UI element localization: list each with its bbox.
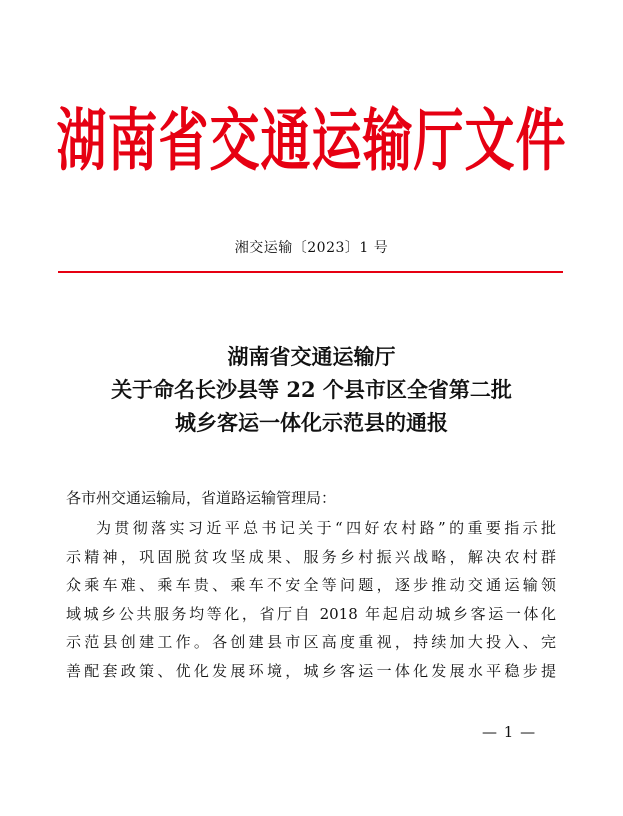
document-title [0, 340, 623, 439]
red-separator-line [58, 271, 563, 273]
body-line: 示范县创建工作。各创建县市区高度重视，持续加大投入、完 [66, 633, 556, 651]
body-line: 示精神，巩固脱贫攻坚成果、服务乡村振兴战略，解决农村群 [66, 547, 556, 566]
title-line: 城乡客运一体化示范县的通报 [175, 410, 448, 435]
document-masthead: 湖南省交通运输厅文件 [56, 100, 567, 181]
salutation: 各市州交通运输局，省道路运输管理局： [66, 489, 337, 507]
body-line: 为贯彻落实习近平总书记关于“四好农村路”的重要指示批 [96, 519, 556, 537]
page-number: — 1 — [482, 723, 537, 741]
body-line: 域城乡公共服务均等化，省厅自 2018 年起启动城乡客运一体化 [66, 604, 556, 623]
body-paragraph [66, 514, 556, 685]
title-line: 关于命名长沙县等 22 个县市区全省第二批 [111, 377, 512, 402]
document-number: 湘交运输〔2023〕1 号 [234, 240, 389, 256]
body-line: 善配套政策、优化发展环境，城乡客运一体化发展水平稳步提 [66, 661, 556, 680]
body-line: 众乘车难、乘车贵、乘车不安全等问题，逐步推动交通运输领 [66, 576, 556, 594]
title-line: 湖南省交通运输厅 [227, 344, 396, 369]
